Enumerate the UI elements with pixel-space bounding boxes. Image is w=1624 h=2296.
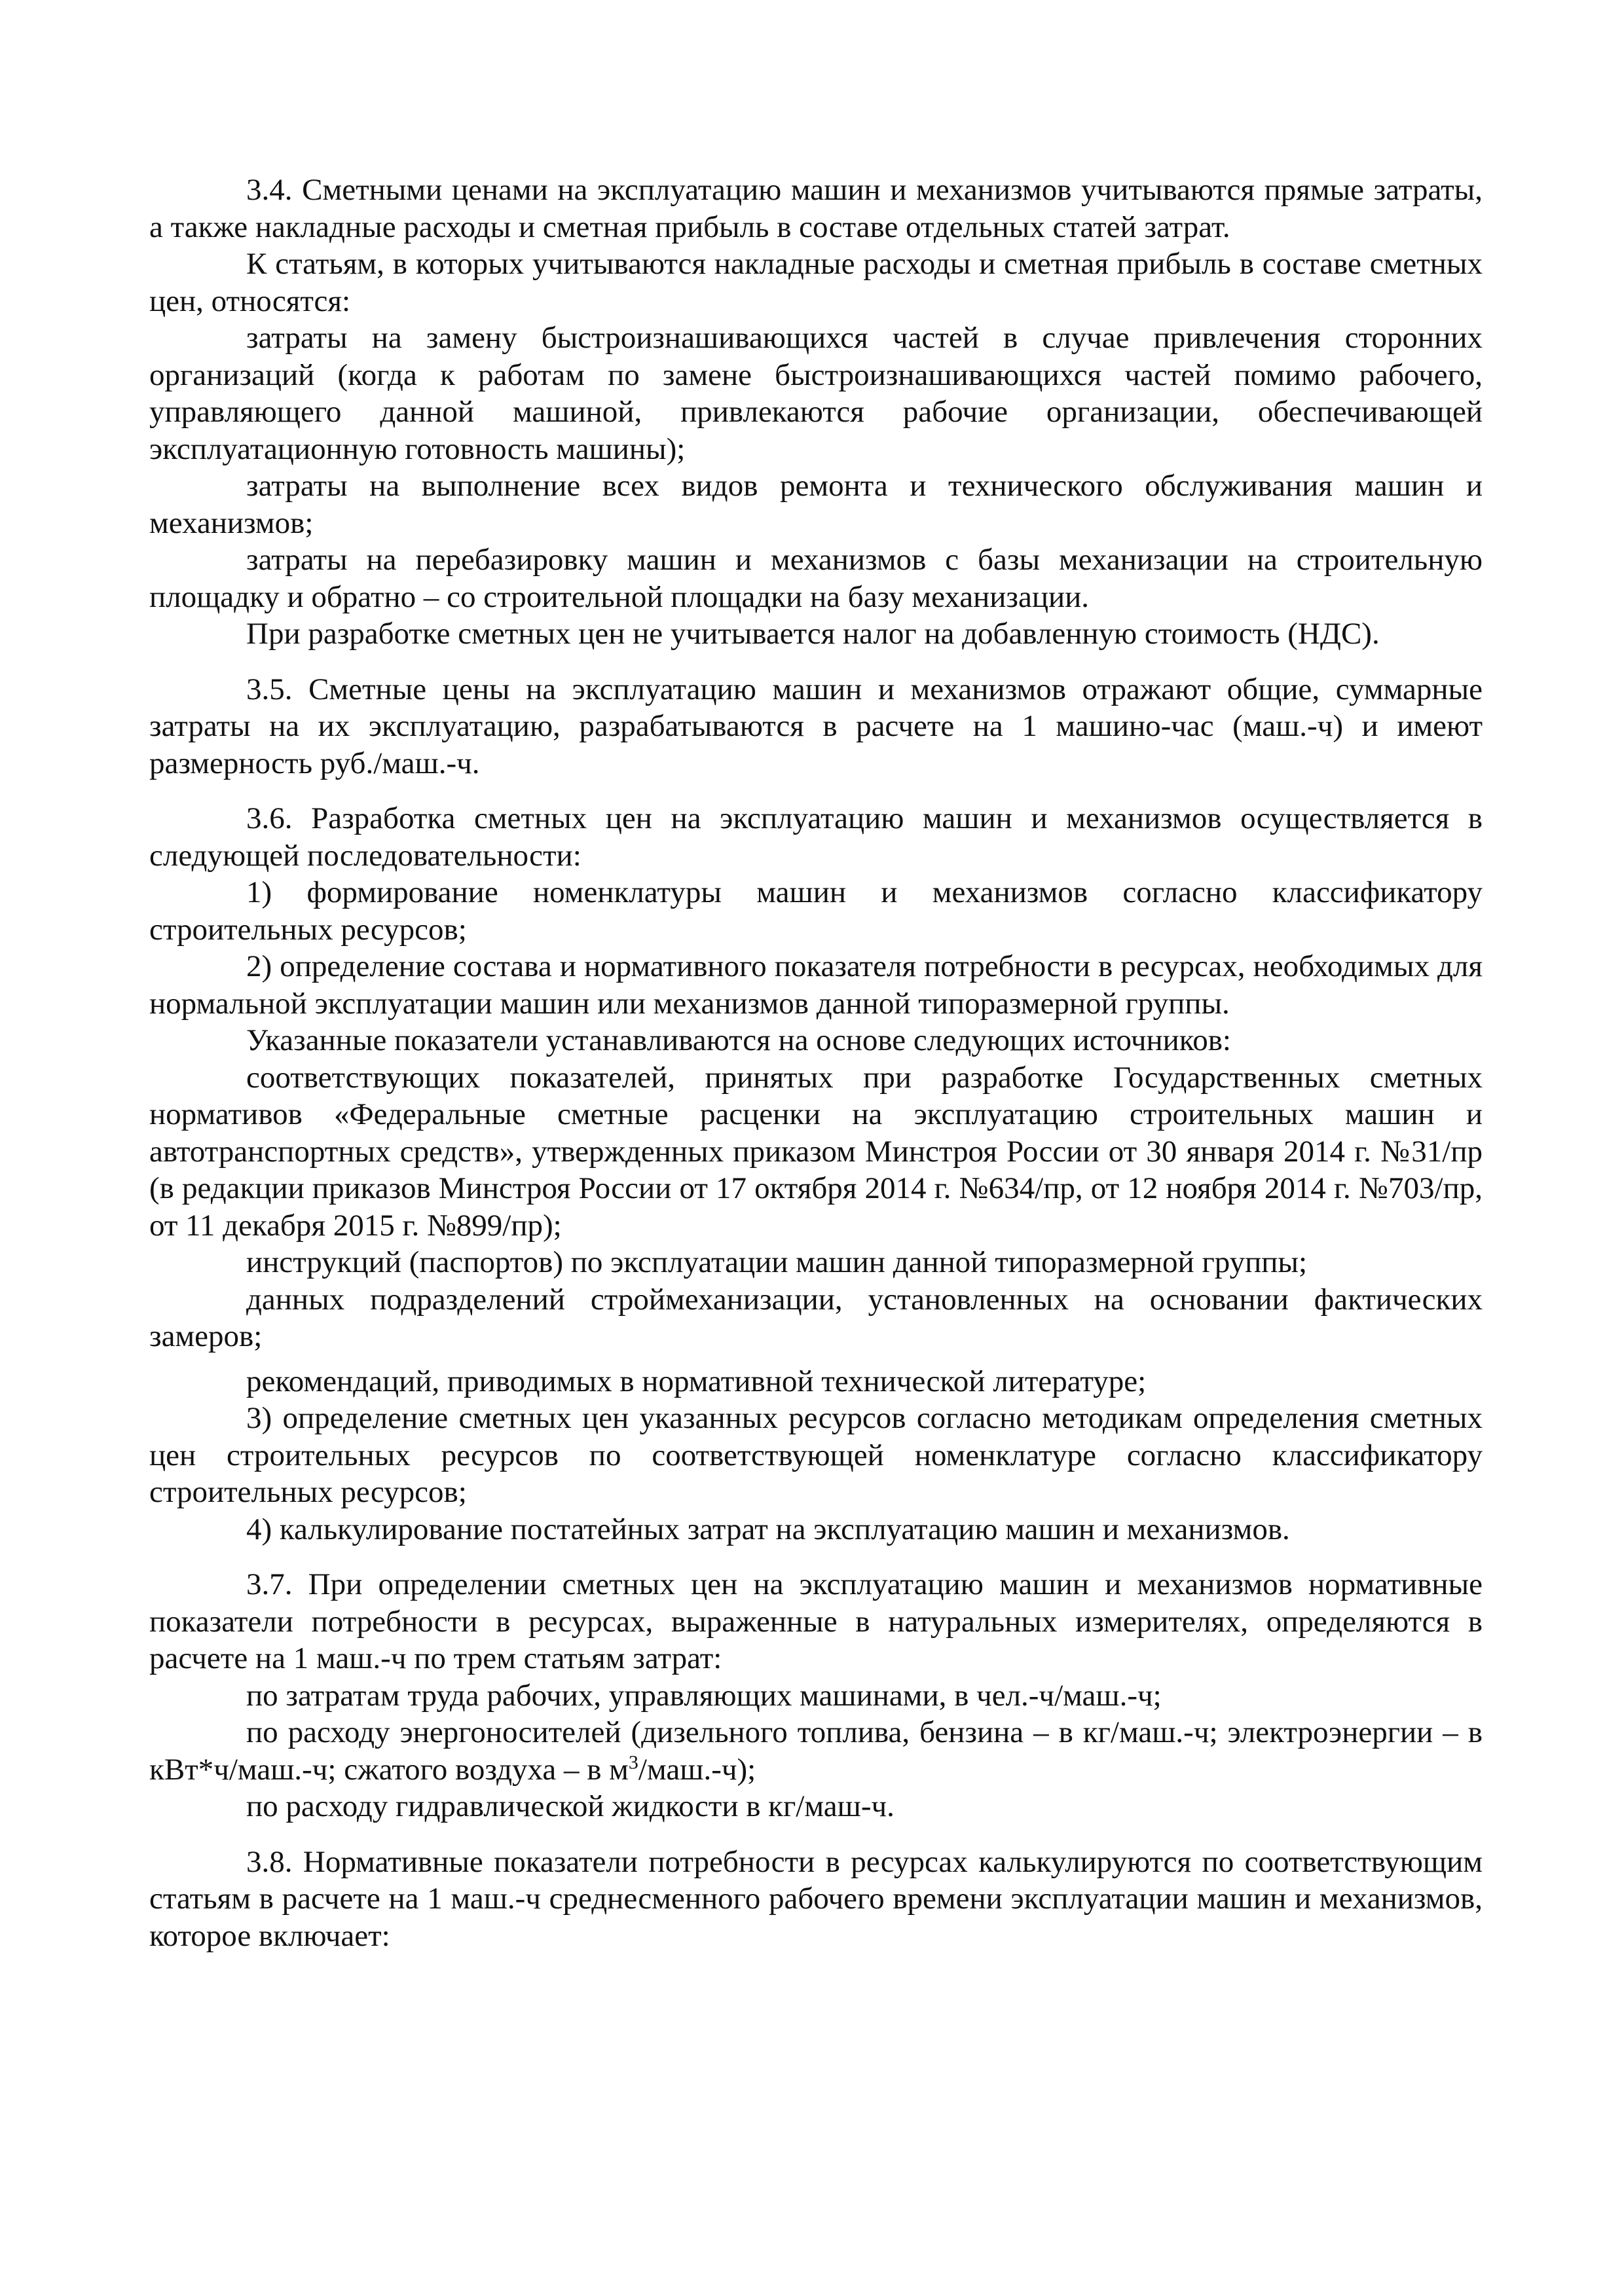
list-item: рекомендаций, приводимых в нормативной технической литературе; bbox=[246, 1364, 1147, 1398]
list-item: 4) калькулирование постатейных затрат на эксплуатацию машин и механизмов. bbox=[246, 1512, 1290, 1546]
paragraph: К статьям, в которых учитываются накладные расходы и сметная прибыль в составе сметных цен, относятся: bbox=[149, 247, 1483, 318]
list-item: 1) формирование номенклатуры машин и механизмов согласно классификатору строительных ресурсов; bbox=[149, 875, 1483, 947]
paragraph-3-7: 3.7. При определении сметных цен на эксплуатацию машин и механизмов нормативные показатели потребности в ресурсах, выраженные в натуральных измерителях, определяются в расчете на 1 маш.-ч по трем статьям затрат: bbox=[149, 1567, 1483, 1675]
paragraph-3-5: 3.5. Сметные цены на эксплуатацию машин и механизмов отражают общие, суммарные затраты на их эксплуатацию, разрабатываются в расчете на 1 машино-час (маш.-ч) и имеют размерность руб./маш.-ч. bbox=[149, 672, 1483, 780]
paragraph: При разработке сметных цен не учитывается налог на добавленную стоимость (НДС). bbox=[246, 617, 1380, 651]
energy-text: по расходу энергоносителей (дизельного топлива, бензина – в кг/маш.-ч; электроэнергии – в кВт*ч/маш.-ч; сжатого воздуха – в м bbox=[149, 1715, 1483, 1787]
superscript-3: 3 bbox=[628, 1751, 638, 1773]
list-item: инструкций (паспортов) по эксплуатации машин данной типоразмерной группы; bbox=[246, 1245, 1308, 1279]
energy-text-end: /маш.-ч); bbox=[638, 1752, 756, 1787]
paragraph-3-4: 3.4. Сметными ценами на эксплуатацию машин и механизмов учитываются прямые затраты, а также накладные расходы и сметная прибыль в составе отдельных статей затрат. bbox=[149, 173, 1483, 244]
paragraph: Указанные показатели устанавливаются на основе следующих источников: bbox=[246, 1023, 1231, 1057]
paragraph-3-8: 3.8. Нормативные показатели потребности в ресурсах калькулируются по соответствующим статьям в расчете на 1 маш.-ч среднесменного рабочего времени эксплуатации машин и механизмов, которое включает: bbox=[149, 1844, 1483, 1953]
list-item: соответствующих показателей, принятых при разработке Государственных сметных нормативов «Федеральные сметные расценки на эксплуатацию строительных машин и автотранспортных средств», утвержденных приказом Минстроя России от 30 января 2014 г. №31/пр (в редакции приказов Минстроя России от 17 октября 2014 г. №634/пр, от 12 ноября 2014 г. №703/пр, от 11 декабря 2015 г. №899/пр); bbox=[149, 1060, 1483, 1243]
list-item: затраты на замену быстроизнашивающихся частей в случае привлечения сторонних организаций (когда к работам по замене быстроизнашивающихся частей помимо рабочего, управляющего данной машиной, привлекаются рабочие организации, обеспечивающей эксплуатационную готовность машины); bbox=[149, 321, 1483, 466]
list-item: затраты на выполнение всех видов ремонта и технического обслуживания машин и механизмов; bbox=[149, 469, 1483, 540]
list-item-energy bbox=[149, 1714, 1483, 1788]
paragraph-3-6: 3.6. Разработка сметных цен на эксплуатацию машин и механизмов осуществляется в следующей последовательности: bbox=[149, 801, 1483, 873]
document-body bbox=[149, 172, 1483, 1954]
list-item: 2) определение состава и нормативного показателя потребности в ресурсах, необходимых для нормальной эксплуатации машин или механизмов данной типоразмерной группы. bbox=[149, 949, 1483, 1021]
list-item: данных подразделений строймеханизации, установленных на основании фактических замеров; bbox=[149, 1282, 1483, 1353]
list-item: затраты на перебазировку машин и механизмов с базы механизации на строительную площадку и обратно – со строительной площадки на базу механизации. bbox=[149, 543, 1483, 614]
list-item: по затратам труда рабочих, управляющих машинами, в чел.-ч/маш.-ч; bbox=[246, 1678, 1162, 1713]
list-item: 3) определение сметных цен указанных ресурсов согласно методикам определения сметных цен строительных ресурсов по соответствующей номенклатуре согласно классификатору строительных ресурсов; bbox=[149, 1401, 1483, 1509]
list-item: по расходу гидравлической жидкости в кг/маш-ч. bbox=[246, 1789, 895, 1823]
